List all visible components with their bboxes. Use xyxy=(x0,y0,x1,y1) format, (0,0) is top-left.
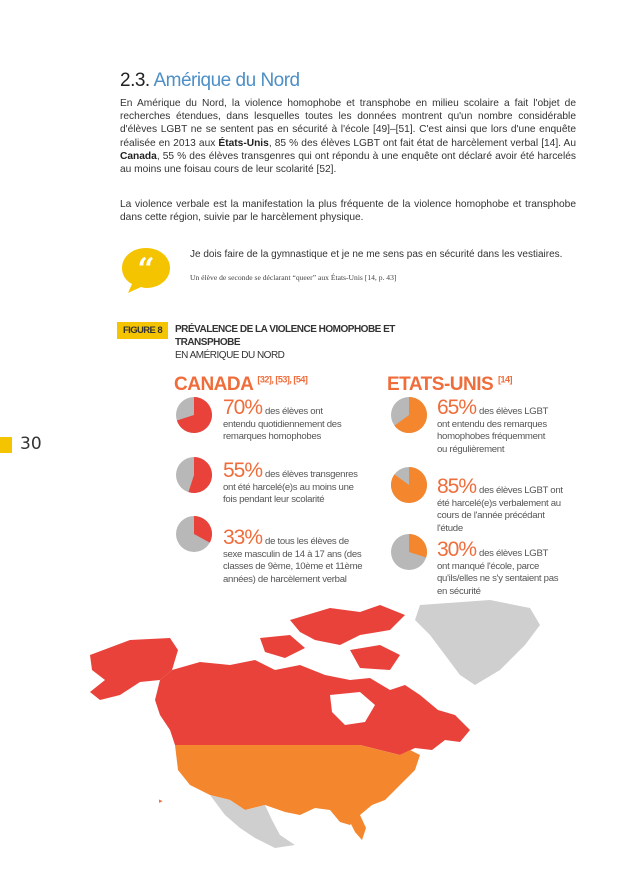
map-greenland xyxy=(415,600,540,685)
pie-usa-1 xyxy=(390,396,428,434)
stat-text: des élèves transgenres ont été harcelé(e)s au moins une fois pendant leur scolarité xyxy=(223,469,358,506)
stat-usa-1 xyxy=(437,396,557,456)
country-heading-usa xyxy=(387,374,512,396)
stat-canada-1 xyxy=(223,396,353,444)
figure-badge: FIGURE 8 xyxy=(117,322,168,339)
stat-text: de tous les élèves de sexe masculin de 14 à 17 ans (des classes de 9ème, 10ème et 11ème années) de harcèlement verbal xyxy=(223,536,363,585)
svg-text:“: “ xyxy=(137,252,155,287)
figure-title-line2: EN AMÉRIQUE DU NORD xyxy=(175,350,285,361)
map-arctic-islands xyxy=(290,605,405,645)
stat-canada-3 xyxy=(223,526,363,586)
stat-percent: 30% xyxy=(437,538,477,561)
stat-text: des élèves ont entendu quotidiennement des remarques homophobes xyxy=(223,406,342,443)
section-number: 2.3. xyxy=(120,70,150,91)
map-canada xyxy=(155,660,470,755)
section-heading xyxy=(120,70,300,92)
quote-text: Je dois faire de la gymnastique et je ne me sens pas en sécurité dans les vestiaires. xyxy=(190,249,563,260)
quote-source: Un élève de seconde se déclarant “queer” aux États-Unis [14, p. 43] xyxy=(190,273,397,282)
pie-canada-2 xyxy=(175,456,213,494)
stat-percent: 70% xyxy=(223,396,263,419)
stat-percent: 55% xyxy=(223,459,263,482)
stat-text: des élèves LGBT ont entendu des remarques homophobes fréquemment ou régulièrement xyxy=(437,406,548,455)
emphasis-canada: Canada xyxy=(120,150,157,162)
pie-usa-2 xyxy=(390,466,428,504)
figure-title-line1: PRÉVALENCE DE LA VIOLENCE HOMOPHOBE ET TRANSPHOBE xyxy=(175,324,395,348)
paragraph-text: , 55 % des élèves transgenres qui ont répondu à une enquête ont déclaré avoir été harcelés au moins une foisau cours de leur scolarité [52]. xyxy=(120,150,576,176)
quote-icon xyxy=(119,246,173,294)
paragraph-text: En Amérique du Nord, la violence homophobe et transphobe en milieu scolaire a fait l'objet de recherches étendues, dans lesquelles toutes les données montrent qu'un nombre considérable d'élèves LGBT ne se sentent pas en sécurité à l'école [49]–[51]. C'est ainsi que lors d'une enquête réalisée en 2013 aux xyxy=(120,98,576,149)
stat-percent: 85% xyxy=(437,475,477,498)
page-number: 30 xyxy=(20,434,42,454)
country-refs: [32], [53], [54] xyxy=(257,374,308,385)
intro-paragraph xyxy=(120,97,576,176)
map-arctic-islands-3 xyxy=(350,645,400,670)
north-america-map xyxy=(60,600,620,850)
country-name: ETATS-UNIS xyxy=(387,374,494,395)
stat-usa-3 xyxy=(437,538,562,598)
country-heading-canada xyxy=(174,374,307,396)
map-usa xyxy=(175,745,420,825)
stat-percent: 65% xyxy=(437,396,477,419)
map-marker: ▸ xyxy=(159,798,163,805)
section-title: Amérique du Nord xyxy=(153,70,300,91)
stat-canada-2 xyxy=(223,459,360,507)
country-name: CANADA xyxy=(174,374,253,395)
figure-title xyxy=(175,323,455,362)
stat-text: des élèves LGBT ont manqué l'école, parce qu'ils/elles ne s'y sentaient pas en sécurité xyxy=(437,548,559,597)
pie-usa-3 xyxy=(390,533,428,571)
map-arctic-islands-2 xyxy=(260,635,305,658)
stat-percent: 33% xyxy=(223,526,263,549)
country-refs: [14] xyxy=(497,374,512,385)
emphasis-usa: États-Unis xyxy=(218,137,269,149)
paragraph-text: , 85 % des élèves LGBT ont fait état de harcèlement verbal [14]. Au xyxy=(268,137,576,149)
stat-usa-2 xyxy=(437,475,572,535)
pie-canada-3 xyxy=(175,515,213,553)
pie-canada-1 xyxy=(175,396,213,434)
second-paragraph: La violence verbale est la manifestation la plus fréquente de la violence homophobe et transphobe dans cette région, suivie par le harcèlement physique. xyxy=(120,199,576,224)
page-number-bar xyxy=(0,437,12,453)
stat-text: des élèves LGBT ont été harcelé(e)s verbalement au cours de l'année précédant l'étude xyxy=(437,485,563,534)
